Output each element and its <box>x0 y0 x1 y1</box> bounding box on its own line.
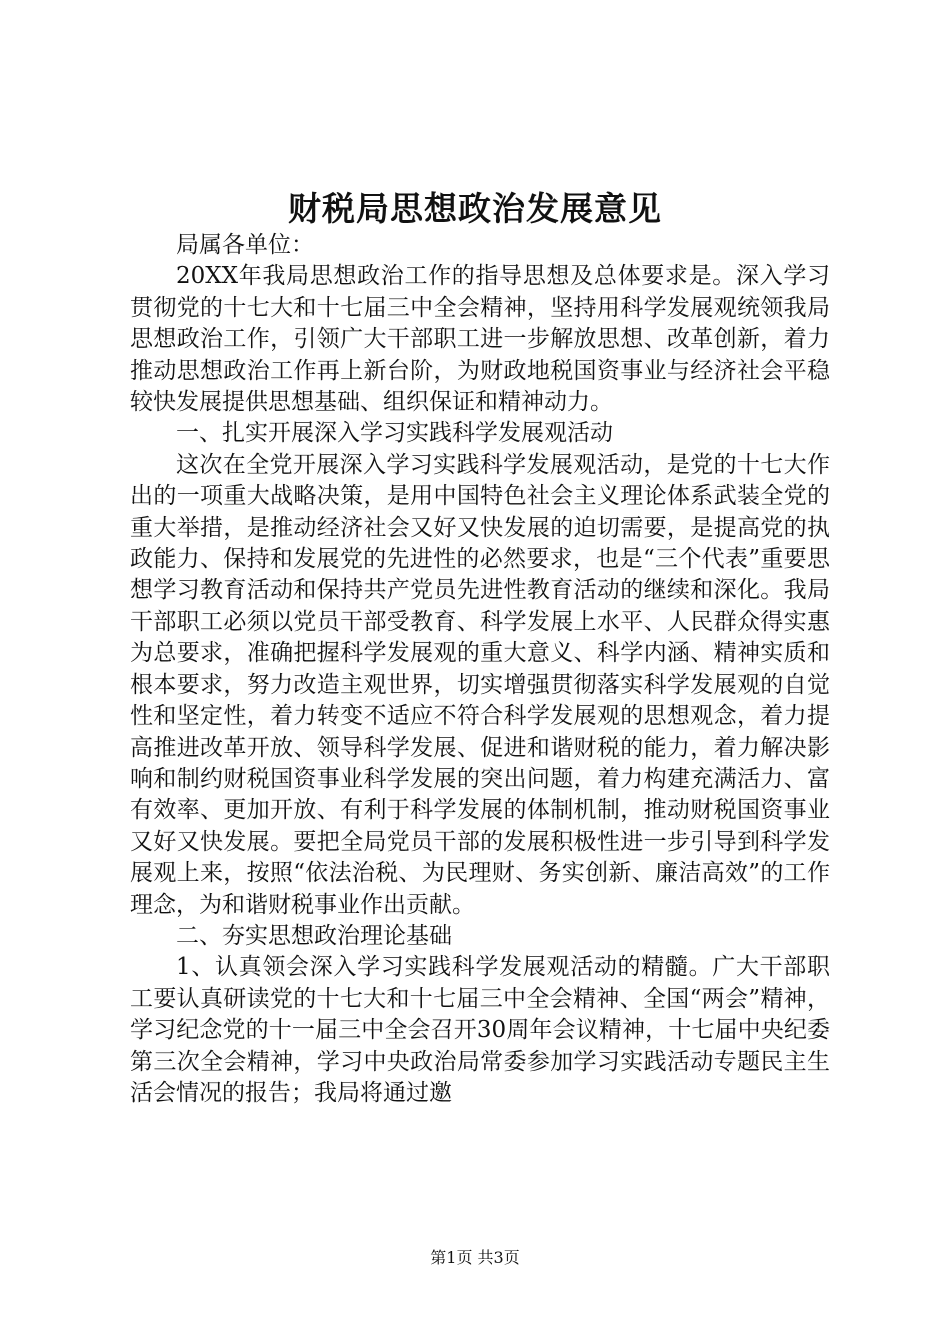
section-heading-2: 二、夯实思想政治理论基础 <box>176 922 452 949</box>
intro-paragraph: 20XX年我局思想政治工作的指导思想及总体要求是。深入学习贯彻党的十七大和十七届三中全会精神，坚持用科学发展观统领我局思想政治工作，引领广大干部职工进一步解放思想、改革创新，着力推动思想政治工作再上新台阶，为财政地税国资事业与经济社会平稳较快发展提供思想基础、组织保证和精神动力。 <box>130 263 830 416</box>
document-body <box>130 230 830 1109</box>
section-heading-1: 一、扎实开展深入学习实践科学发展观活动 <box>176 420 613 447</box>
page-number-footer: 第1页 共3页 <box>430 1248 520 1267</box>
body-paragraph: 这次在全党开展深入学习实践科学发展观活动，是党的十七大作出的一项重大战略决策，是用中国特色社会主义理论体系武装全党的重大举措，是推动经济社会又好又快发展的迫切需要，是提高党的执政能力、保持和发展党的先进性的必然要求，也是“三个代表”重要思想学习教育活动和保持共产党员先进性教育活动的继续和深化。我局干部职工必须以党员干部受教育、科学发展上水平、人民群众得实惠为总要求，准确把握科学发展观的重大意义、科学内涵、精神实质和根本要求，努力改造主观世界，切实增强贯彻落实科学发展观的自觉性和坚定性，着力转变不适应不符合科学发展观的思想观念，着力提高推进改革开放、领导科学发展、促进和谐财税的能力，着力解决影响和制约财税国资事业科学发展的突出问题，着力构建充满活力、富有效率、更加开放、有利于科学发展的体制机制，推动财税国资事业又好又快发展。要把全局党员干部的发展积极性进一步引导到科学发展观上来，按照“依法治税、为民理财、务实创新、廉洁高效”的工作理念，为和谐财税事业作出贡献。 <box>130 451 830 918</box>
salutation-paragraph: 局属各单位： <box>176 232 314 258</box>
document-title: 财税局思想政治发展意见 <box>288 189 662 228</box>
body-paragraph: 1、认真领会深入学习实践科学发展观活动的精髓。广大干部职工要认真研读党的十七大和十七届三中全会精神、全国“两会”精神，学习纪念党的十一届三中全会召开30周年会议精神，十七届中央纪委第三次全会精神，学习中央政治局常委参加学习实践活动专题民主生活会情况的报告；我局将通过邀 <box>130 954 830 1106</box>
